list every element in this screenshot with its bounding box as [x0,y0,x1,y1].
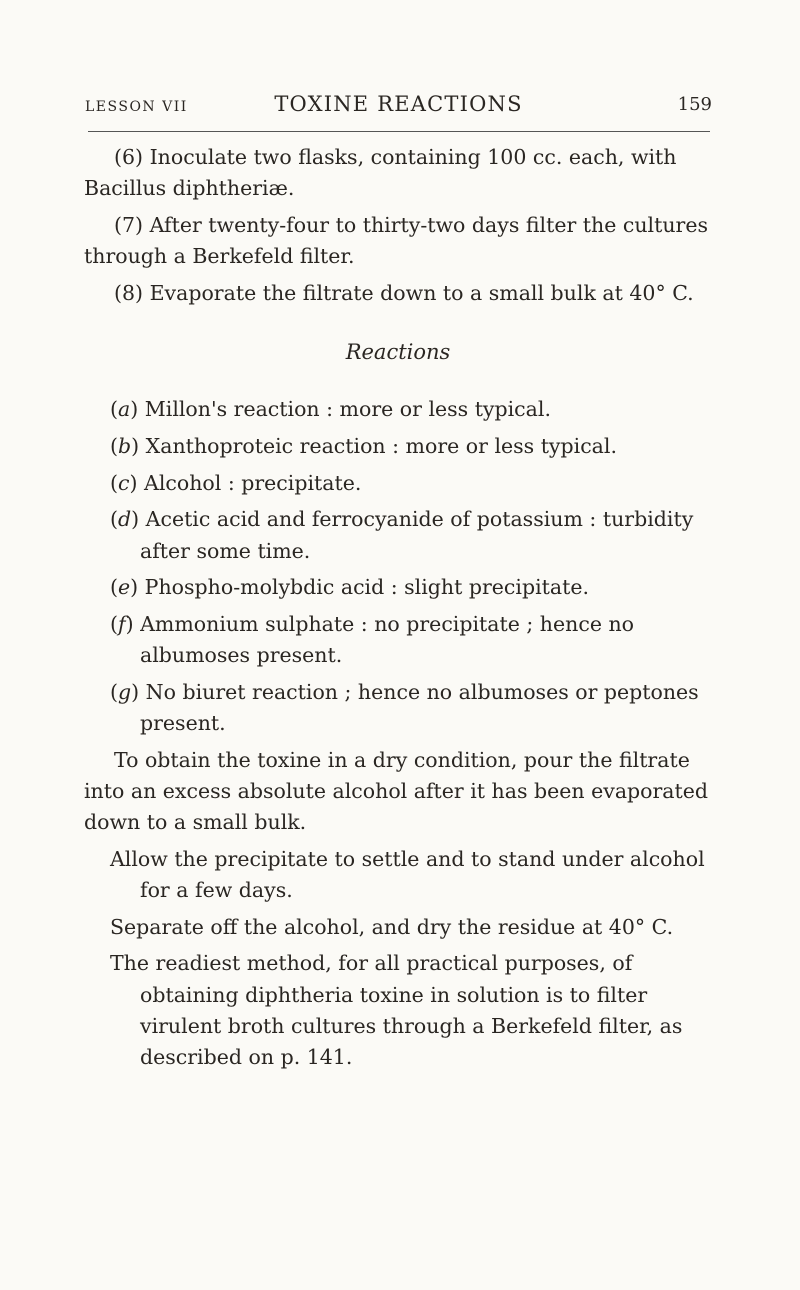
reaction-f [84,609,712,671]
step-marker: (8) [114,280,144,305]
reaction-text: Ammonium sulphate : no precipitate ; hence no albumoses present. [140,611,635,668]
reaction-letter: e [118,575,131,600]
reaction-a [84,394,712,425]
paragraph-settle: Allow the precipitate to settle and to stand under alcohol for a few days. [110,846,705,903]
reaction-c [84,468,712,499]
step-6 [84,142,712,204]
reaction-marker: (c) [110,470,138,495]
step-7 [84,210,712,272]
reaction-marker: (g) [110,679,140,704]
paragraph-readiest: The readiest method, for all practical purposes, of obtaining diphtheria toxine in solution is to filter virulent broth cultures through a Berkefeld filter, as described on p. 141. [110,951,683,1070]
reaction-text: Alcohol : precipitate. [144,470,362,495]
reaction-letter: c [118,470,130,495]
header-rule [88,131,710,132]
reactions-heading: Reactions [345,340,451,365]
reaction-marker: (f) [110,611,134,636]
step-text: Evaporate the filtrate down to a small bulk at 40° C. [149,280,694,305]
reaction-text: Millon's reaction : more or less typical. [144,397,551,422]
reaction-letter: d [118,507,132,532]
reaction-d [84,504,712,566]
reaction-letter: f [118,611,126,636]
reaction-b [84,431,712,462]
step-8 [84,278,712,309]
running-head [85,92,712,122]
step-text: Inoculate two flasks, containing 100 cc. each, with Bacillus diphtheriæ. [84,145,677,201]
reaction-marker: (e) [110,575,139,600]
reaction-letter: a [118,397,131,422]
page-title: TOXINE REACTIONS [274,92,523,116]
reaction-marker: (d) [110,507,140,532]
reaction-letter: g [118,679,132,704]
reaction-letter: b [118,433,132,458]
reaction-g [84,677,712,739]
reaction-text: Phospho-molybdic acid : slight precipitate. [144,575,589,600]
step-text: After twenty-four to thirty-two days filter the cultures through a Berkefeld filter. [84,212,708,269]
step-marker: (6) [114,145,144,169]
reaction-text: Acetic acid and ferrocyanide of potassium : turbidity after some time. [140,507,694,563]
reaction-marker: (b) [110,433,140,458]
page-number: 159 [677,94,712,115]
step-marker: (7) [114,212,144,237]
paragraph-dry-condition: To obtain the toxine in a dry condition, pour the filtrate into an excess absolute alcohol after it has been evaporated down to a small bulk. [84,747,709,835]
reaction-text: No biuret reaction ; hence no albumoses or peptones present. [140,679,699,736]
reaction-text: Xanthoproteic reaction : more or less typical. [145,433,617,458]
paragraph-separate: Separate off the alcohol, and dry the residue at 40° C. [110,914,674,939]
page-body [84,142,712,1079]
reaction-marker: (a) [110,397,139,422]
lesson-label: LESSON VII [85,99,188,115]
reaction-e [84,572,712,603]
